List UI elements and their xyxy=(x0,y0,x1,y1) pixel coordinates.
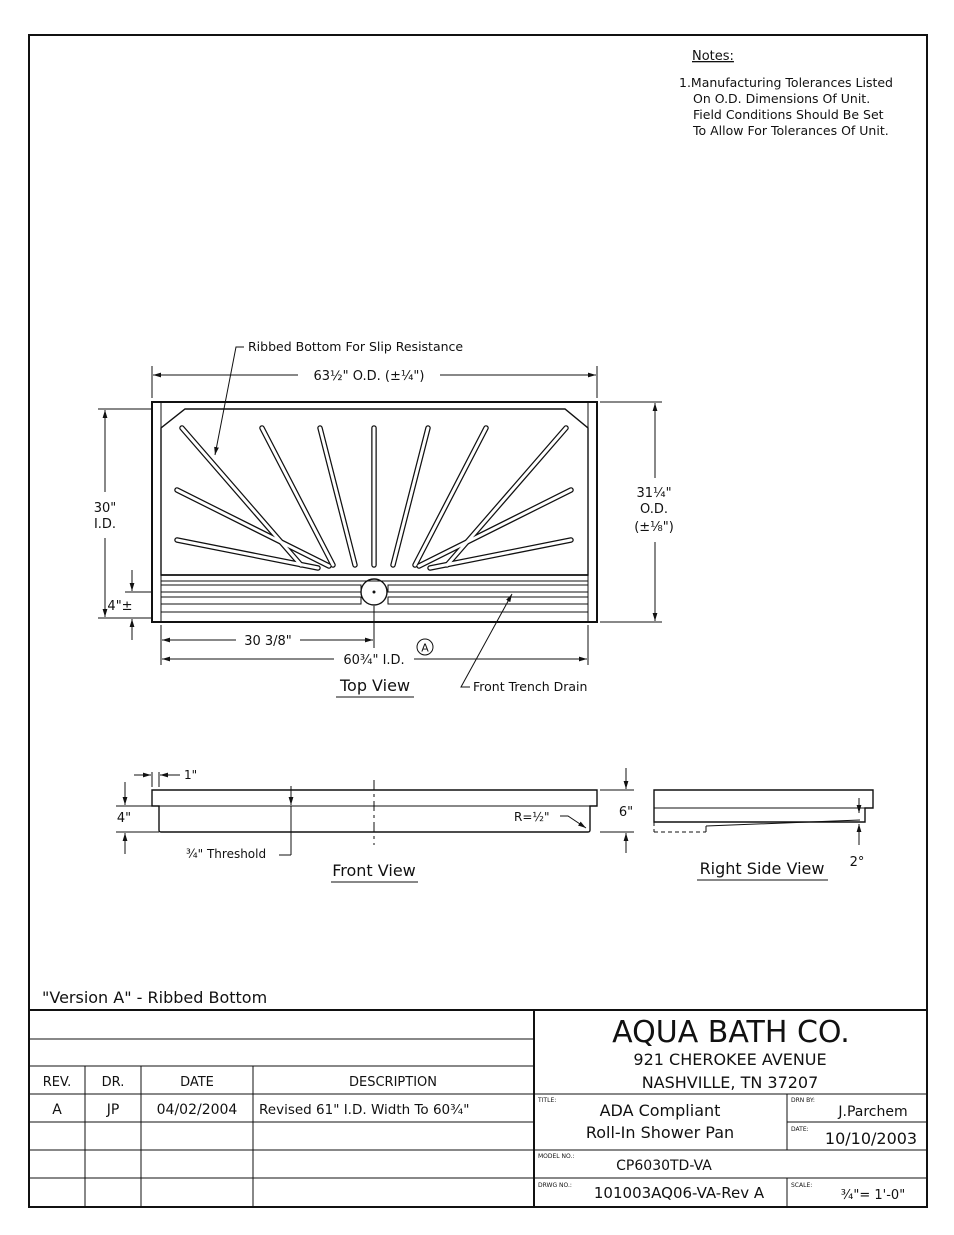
dr-header: DR. xyxy=(101,1075,125,1090)
version-marker-letter: A xyxy=(421,641,429,655)
drain-center-dimension: 30 3/8" xyxy=(244,634,292,649)
rim-dimension: 1" xyxy=(184,768,198,782)
description-cell: Revised 61" I.D. Width To 60¾" xyxy=(259,1102,470,1118)
left-height-dimension: 4" xyxy=(116,811,132,826)
company-address-2: NASHVILLE, TN 37207 xyxy=(641,1073,819,1092)
top-view-title: Top View xyxy=(339,676,411,695)
side-view-title: Right Side View xyxy=(699,859,825,878)
drawing-number-label: DRWG NO.: xyxy=(538,1182,572,1189)
model-label: MODEL NO.: xyxy=(538,1153,575,1160)
front-view-title: Front View xyxy=(332,861,416,880)
date-label: DATE: xyxy=(791,1126,809,1133)
top-view xyxy=(94,339,674,697)
company-address-1: 921 CHEROKEE AVENUE xyxy=(633,1050,827,1069)
rib-note: Ribbed Bottom For Slip Resistance xyxy=(248,339,464,354)
notes-heading: Notes: xyxy=(692,49,734,64)
scale-label: SCALE: xyxy=(791,1182,813,1189)
od-width-dimension: 63½" O.D. (±¼") xyxy=(313,369,425,384)
model-value: CP6030TD-VA xyxy=(616,1158,712,1174)
id-depth-value: 30" xyxy=(93,501,117,516)
right-height-dimension: 6" xyxy=(618,805,634,820)
title-line-2: Roll-In Shower Pan xyxy=(585,1123,735,1142)
title-label: TITLE: xyxy=(538,1097,557,1104)
company-name: AQUA BATH CO. xyxy=(612,1015,850,1050)
notes-line-4: To Allow For Tolerances Of Unit. xyxy=(693,123,889,138)
drawn-by-value: J.Parchem xyxy=(838,1104,908,1120)
date-header: DATE xyxy=(180,1075,214,1090)
drain-note: Front Trench Drain xyxy=(473,679,588,694)
radius-callout: R=½" xyxy=(514,810,550,824)
notes-line-3: Field Conditions Should Be Set xyxy=(693,107,884,122)
id-width-dimension: 60¾" I.D. xyxy=(343,653,405,668)
side-profile xyxy=(654,790,873,822)
od-depth-tolerance: (±⅛") xyxy=(634,520,674,535)
drain-offset-dimension: 4"± xyxy=(107,599,133,614)
slope-dimension: 2° xyxy=(849,855,865,870)
version-label: "Version A" - Ribbed Bottom xyxy=(42,988,268,1007)
dr-cell: JP xyxy=(106,1102,120,1118)
rev-header: REV. xyxy=(42,1075,72,1090)
front-view xyxy=(116,768,634,882)
date-value: 10/10/2003 xyxy=(824,1129,918,1148)
drawn-by-label: DRN BY: xyxy=(791,1097,815,1104)
od-depth-value: 31¼" xyxy=(636,486,672,501)
title-line-1: ADA Compliant xyxy=(599,1101,721,1120)
title-block xyxy=(29,1010,927,1207)
right-side-view xyxy=(654,790,873,880)
scale-value: ¾"= 1'-0" xyxy=(840,1188,906,1203)
notes-line-2: On O.D. Dimensions Of Unit. xyxy=(693,91,871,106)
rev-cell: A xyxy=(52,1102,62,1118)
od-depth-unit: O.D. xyxy=(640,502,668,517)
description-header: DESCRIPTION xyxy=(349,1075,437,1090)
date-cell: 04/02/2004 xyxy=(156,1102,238,1118)
threshold-callout: ¾" Threshold xyxy=(186,847,267,861)
notes-line-1: 1.Manufacturing Tolerances Listed xyxy=(679,75,893,90)
drawing-number-value: 101003AQ06-VA-Rev A xyxy=(593,1184,765,1202)
notes-block xyxy=(679,49,893,138)
id-depth-unit: I.D. xyxy=(93,517,117,532)
